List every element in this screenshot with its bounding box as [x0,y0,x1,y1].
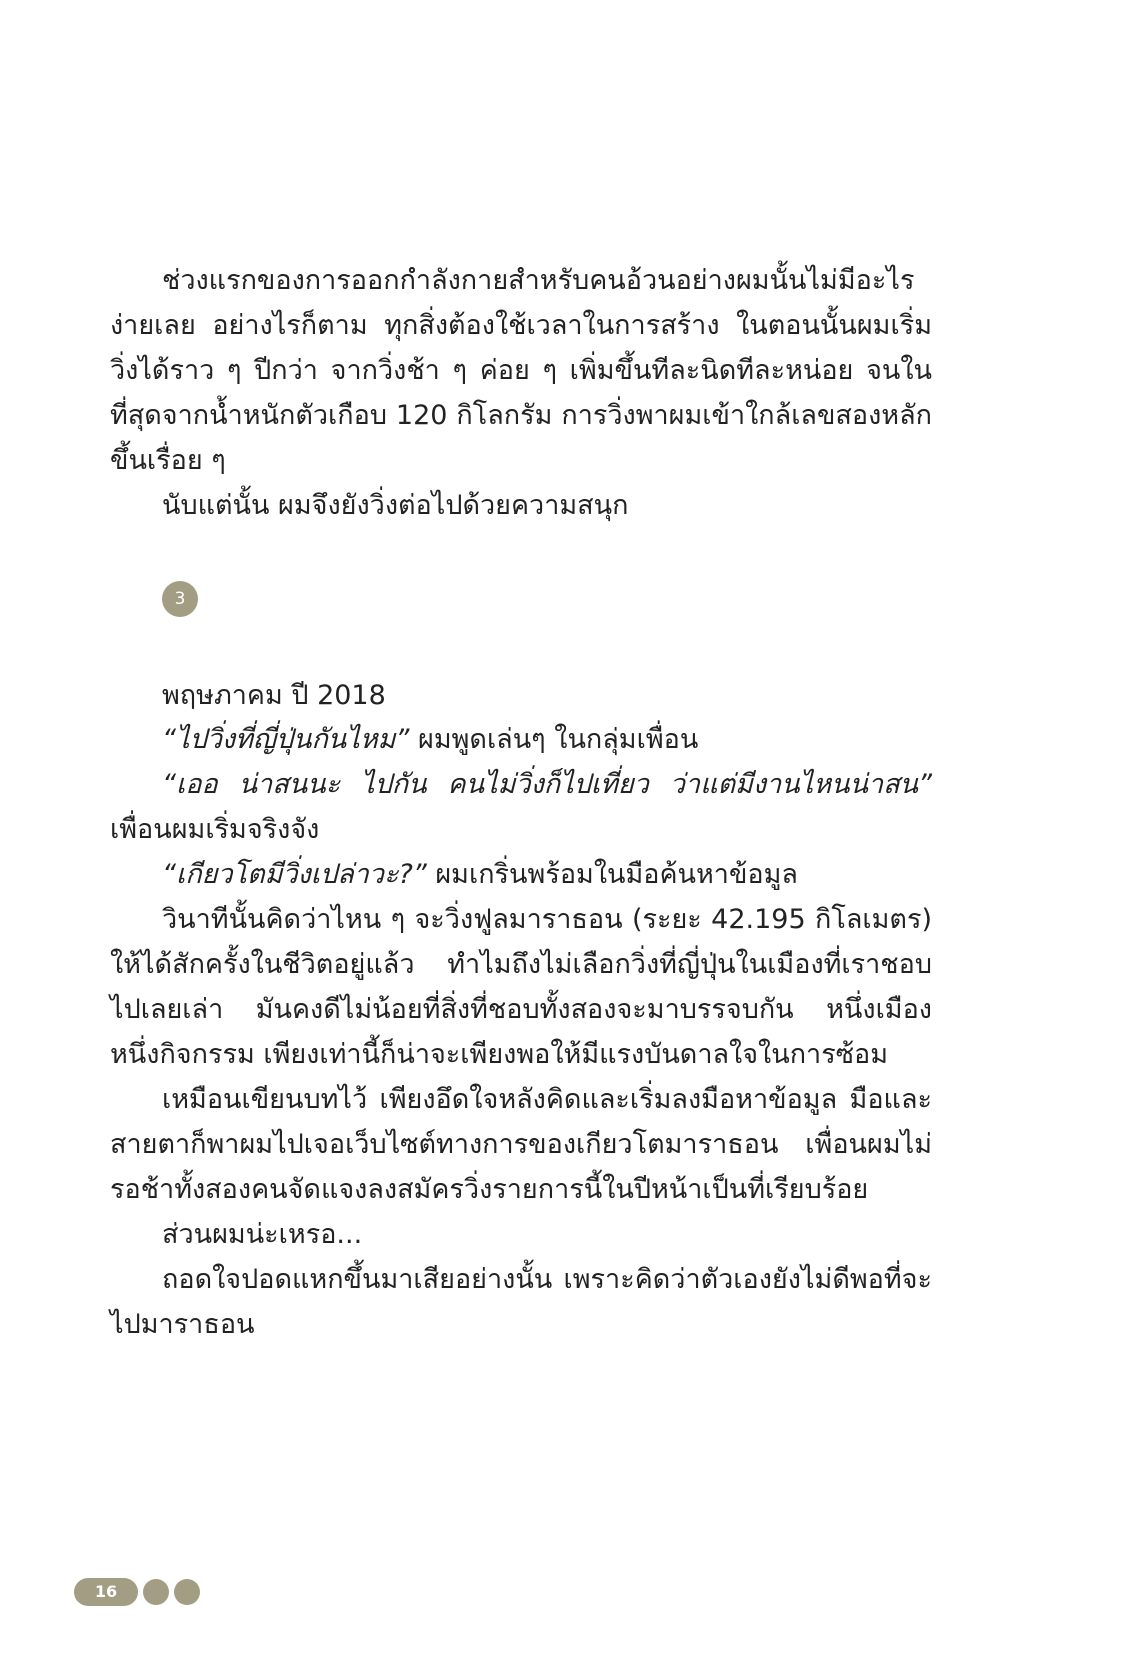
decorative-dot [174,1579,200,1605]
decorative-dot [143,1579,169,1605]
narration: เพื่อนผมเริ่มจริงจัง [110,814,320,845]
body-paragraph-3 [110,852,932,897]
section-number-badge: 3 [162,581,198,617]
narration: ผมเกริ่นพร้อมในมือค้นหาข้อมูล [426,859,798,890]
dialogue-quote: “ไปวิ่งที่ญี่ปุ่นกันไหม” [162,724,410,755]
dialogue-quote: “เกียวโตมีวิ่งเปล่าวะ?” [162,859,427,890]
body-text [110,717,932,1347]
intro-text [110,258,932,528]
page-footer [74,1578,200,1606]
page-number: 16 [74,1578,138,1606]
body-paragraph-4: วินาทีนั้นคิดว่าไหน ๆ จะวิ่งฟูลมาราธอน (ระยะ 42.195 กิโลเมตร) ให้ได้สักครั้งในชีวิตอยู่แล้ว ทำไมถึงไม่เลือกวิ่งที่ญี่ปุ่นในเมืองที่เราชอบไปเลยเล่า มันคงดีไม่น้อยที่สิ่งที่ชอบทั้งสองจะมาบรรจบกัน หนึ่งเมือง หนึ่งกิจกรรม เพียงเท่านี้ก็น่าจะเพียงพอให้มีแรงบันดาลใจในการซ้อม [110,904,932,1070]
dialogue-quote: “เออ น่าสนนะ ไปกัน คนไม่วิ่งก็ไปเที่ยว ว่าแต่มีงานไหนน่าสน” [162,769,932,800]
body-paragraph-2 [110,762,932,852]
body-paragraph-6: ส่วนผมน่ะเหรอ... [162,1219,363,1250]
section-date: พฤษภาคม ปี 2018 [162,680,386,711]
intro-paragraph-2: นับแต่นั้น ผมจึงยังวิ่งต่อไปด้วยความสนุก [162,490,629,521]
body-paragraph-7: ถอดใจปอดแหกขึ้นมาเสียอย่างนั้น เพราะคิดว่าตัวเองยังไม่ดีพอที่จะไปมาราธอน [110,1264,932,1340]
body-paragraph-5: เหมือนเขียนบทไว้ เพียงอึดใจหลังคิดและเริ่มลงมือหาข้อมูล มือและสายตาก็พาผมไปเจอเว็บไซต์ทางการของเกียวโตมาราธอน เพื่อนผมไม่รอช้าทั้งสองคนจัดแจงลงสมัครวิ่งรายการนี้ในปีหน้าเป็นที่เรียบร้อย [110,1084,932,1205]
narration: ผมพูดเล่นๆ ในกลุ่มเพื่อน [409,724,699,755]
body-paragraph-1 [110,717,932,762]
intro-paragraph-1: ช่วงแรกของการออกกำลังกายสำหรับคนอ้วนอย่างผมนั้นไม่มีอะไรง่ายเลย อย่างไรก็ตาม ทุกสิ่งต้องใช้เวลาในการสร้าง ในตอนนั้นผมเริ่มวิ่งได้ราว ๆ ปีกว่า จากวิ่งช้า ๆ ค่อย ๆ เพิ่มขึ้นทีละนิดทีละหน่อย จนในที่สุดจากน้ำหนักตัวเกือบ 120 กิโลกรัม การวิ่งพาผมเข้าใกล้เลขสองหลักขึ้นเรื่อย ๆ [110,265,932,476]
